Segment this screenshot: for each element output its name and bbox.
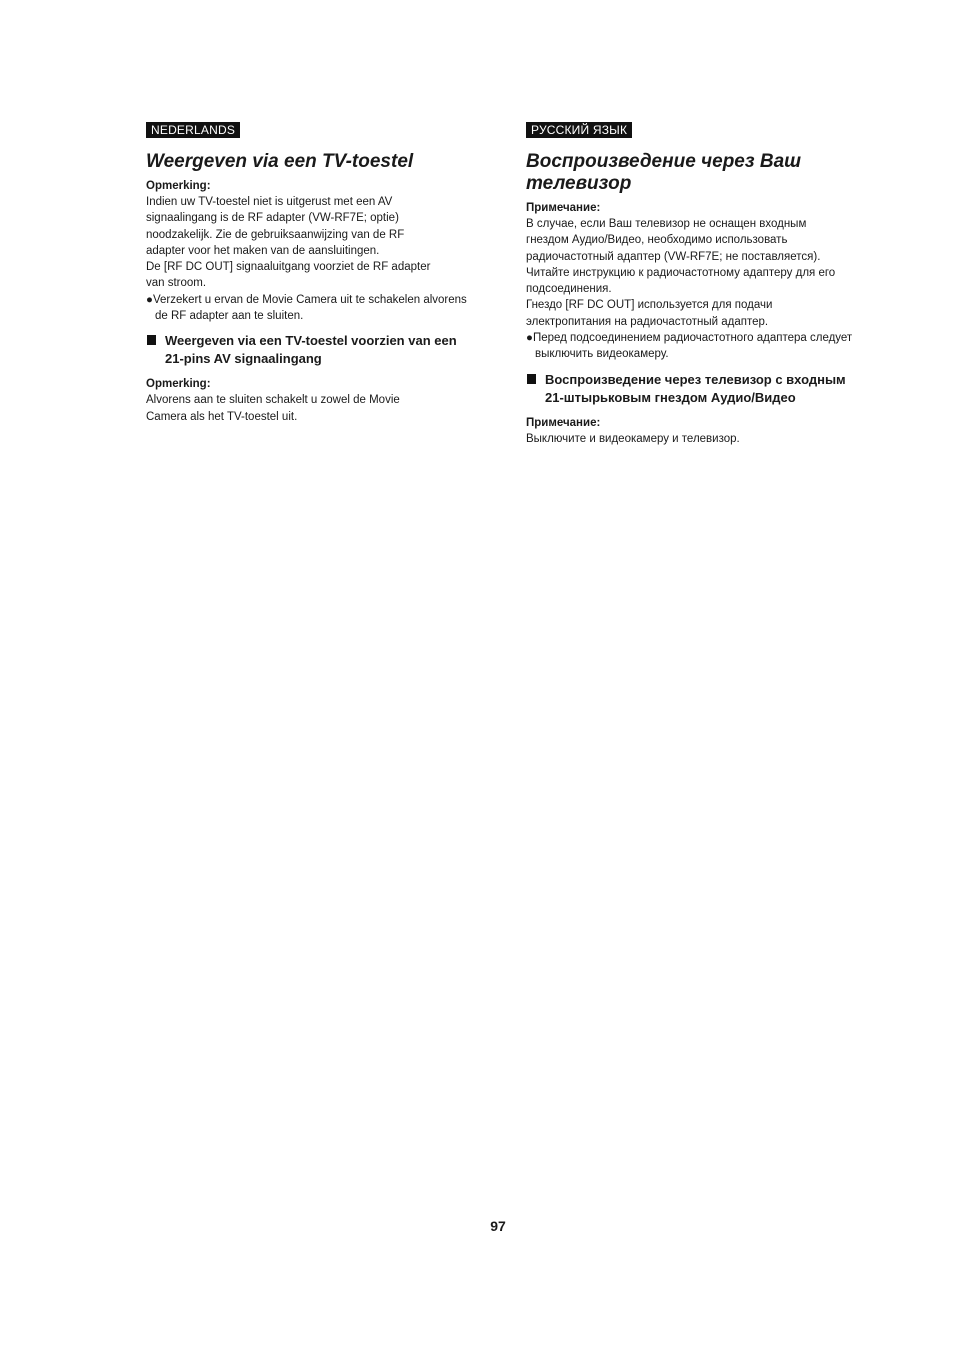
note-line-nl: noodzakelijk. Zie de gebruiksaanwijzing van de RF — [146, 228, 405, 241]
note-text-nl-2: Alvorens aan te sluiten schakelt u zowel de Movie Camera als het TV-toestel uit. — [146, 394, 400, 423]
note-bullet-nl: ●Verzekert u ervan de Movie Camera uit te schakelen alvorens de RF adapter aan te sluiten. — [146, 293, 467, 323]
note-text-ru-2: Выключите и видеокамеру и телевизор. — [526, 432, 740, 445]
note-para-ru-2: Читайте инструкцию к радиочастотному адаптеру для его подсоединения. — [526, 266, 836, 296]
note-line-nl: van stroom. — [146, 277, 207, 290]
language-badge-nl: NEDERLANDS — [146, 122, 240, 138]
note-label-ru-2: Примечание: — [526, 416, 601, 429]
note-line-nl: De [RF DC OUT] signaaluitgang voorziet de RF adapter — [146, 261, 431, 274]
note-bullet-ru: ●Перед подсоединением радиочастотного адаптера следует выключить видеокамеру. — [526, 332, 853, 361]
note-para-ru-3: Гнездо [RF DC OUT] используется для подачи электропитания на радиочастотный адаптер. — [526, 299, 773, 328]
note-line-nl: signaalingang is de RF adapter (VW-RF7E; optie) — [146, 212, 399, 225]
square-bullet-icon — [527, 374, 536, 384]
note-label-nl-2: Opmerking: — [146, 378, 211, 391]
section-title-ru: Воспроизведение через Ваш телевизор — [526, 151, 802, 194]
note-para-ru-1: В случае, если Ваш телевизор не оснащен входным гнездом Аудио/Видео, необходимо использовать радиочастотный адаптер (VW-RF7E; не поставляется). — [526, 218, 821, 263]
subheading-ru — [526, 371, 855, 407]
russian-column — [526, 121, 856, 447]
subheading-nl — [146, 332, 471, 368]
section-title-nl: Weergeven via een TV-toestel — [146, 151, 414, 172]
dutch-column — [146, 121, 471, 425]
subheading-text-ru: Воспроизведение через телевизор с входным 21-штырьковым гнездом Аудио/Видео — [545, 371, 846, 405]
note-label-ru: Примечание: — [526, 202, 601, 214]
subheading-text-nl: Weergeven via een TV-toestel voorzien van een 21-pins AV signaalingang — [165, 333, 457, 367]
note-label-nl: Opmerking: — [146, 180, 211, 192]
language-badge-ru: РУССКИЙ ЯЗЫК — [526, 122, 632, 138]
note-line-nl: Indien uw TV-toestel niet is uitgerust met een AV — [146, 196, 393, 208]
square-bullet-icon — [147, 335, 156, 345]
page-number: 97 — [490, 1218, 506, 1234]
note-line-nl: adapter voor het maken van de aansluitingen. — [146, 244, 380, 257]
